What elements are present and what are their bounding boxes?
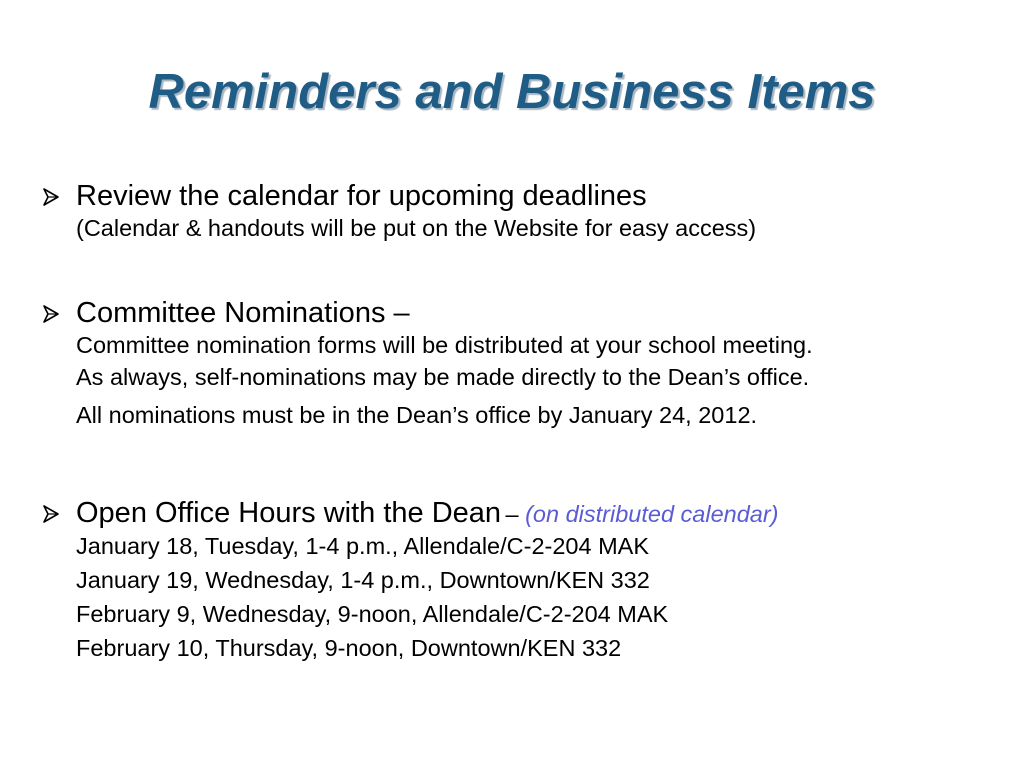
bullet-subtext: All nominations must be in the Dean’s office by January 24, 2012. <box>76 402 758 428</box>
bullet-office-hours <box>40 497 1000 665</box>
bullet-heading: Committee Nominations – <box>76 297 410 329</box>
bullet-heading: Open Office Hours with the Dean <box>76 497 502 529</box>
office-hours-entry: January 19, Wednesday, 1-4 p.m., Downtown/KEN 332 <box>76 567 650 593</box>
bullet-subtext: (Calendar & handouts will be put on the Website for easy access) <box>76 215 757 241</box>
office-hours-entry: February 9, Wednesday, 9-noon, Allendale/C-2-204 MAK <box>76 601 669 627</box>
bullet-committee <box>40 297 1000 431</box>
arrow-bullet-icon <box>40 503 62 525</box>
bullet-subtext: As always, self-nominations may be made directly to the Dean’s office. <box>76 364 810 390</box>
arrow-bullet-icon <box>40 303 62 325</box>
bullet-calendar <box>40 180 1000 244</box>
bullet-subtext: Committee nomination forms will be distributed at your school meeting. <box>76 332 813 358</box>
office-hours-entry: February 10, Thursday, 9-noon, Downtown/KEN 332 <box>76 635 622 661</box>
office-hours-entry: January 18, Tuesday, 1-4 p.m., Allendale/C-2-204 MAK <box>76 533 650 559</box>
bullet-heading: Review the calendar for upcoming deadlines <box>76 180 647 212</box>
heading-dash: – <box>505 501 526 527</box>
slide-title: Reminders and Business Items <box>148 65 876 119</box>
arrow-bullet-icon <box>40 186 62 208</box>
calendar-note: (on distributed calendar) <box>525 501 779 527</box>
